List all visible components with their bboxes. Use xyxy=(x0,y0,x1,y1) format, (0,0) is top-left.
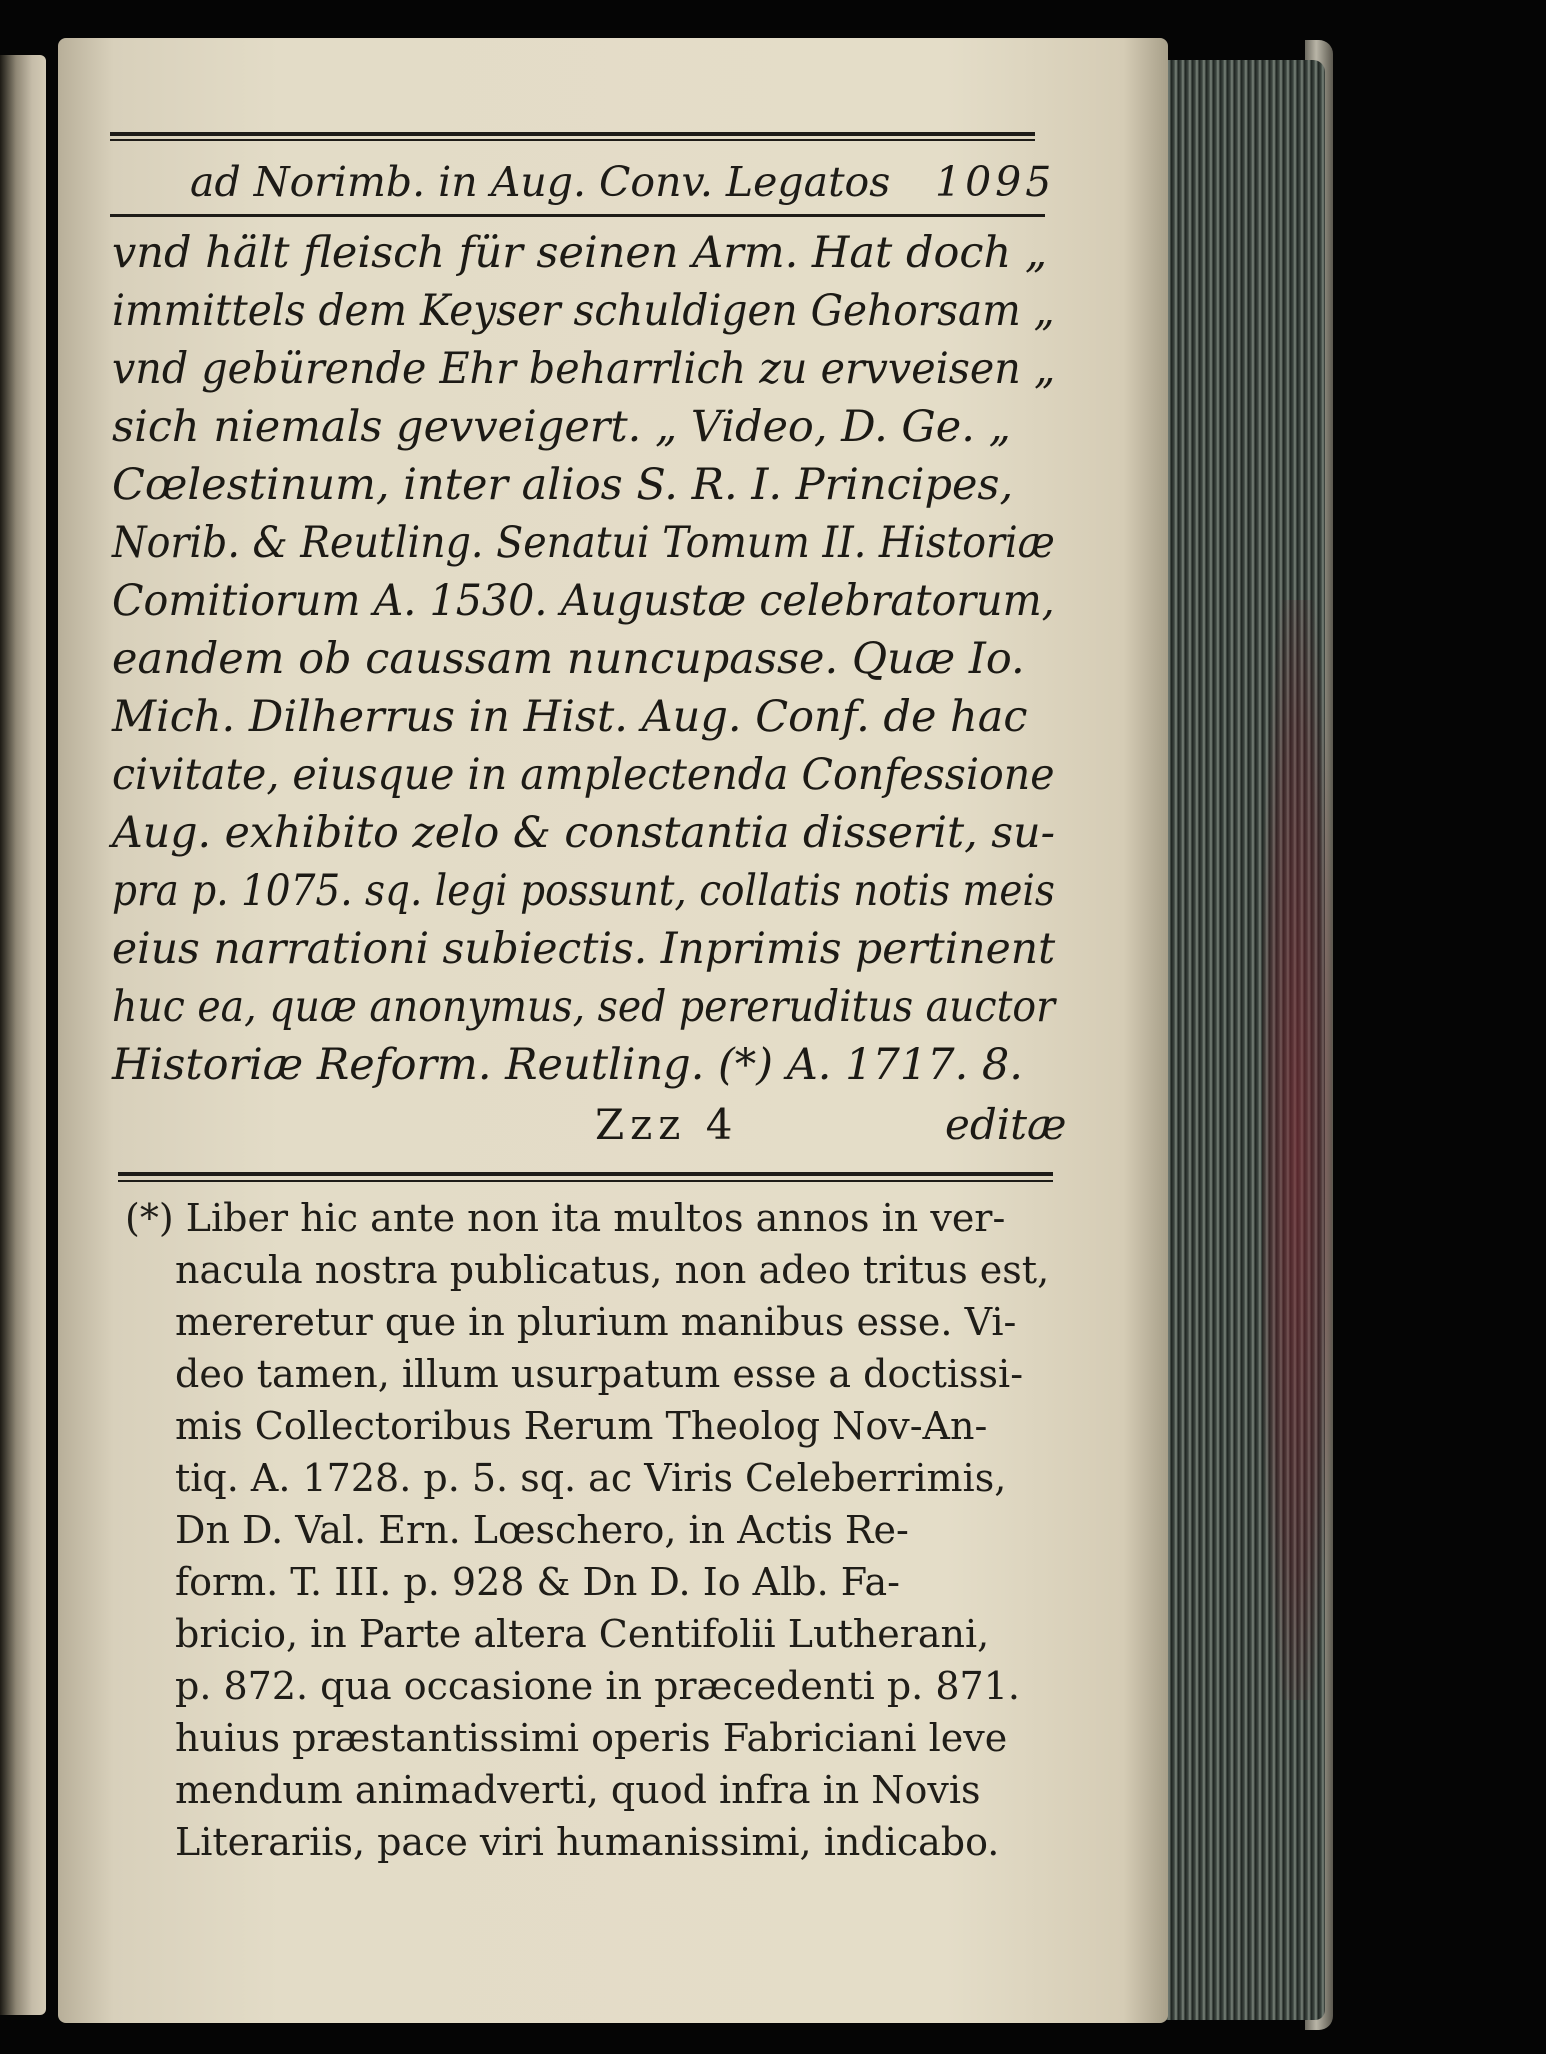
footnote-line: (*) Liber hic ante non ita multos annos in ver- xyxy=(125,1196,1006,1240)
footnote-line: mendum animadverti, quod infra in Novis xyxy=(175,1768,981,1812)
text-line: pra p. 1075. sq. legi possunt, collatis notis meis xyxy=(112,866,1055,916)
text-line: huc ea, quæ anonymus, sed pereruditus auctor xyxy=(112,982,1055,1032)
footnote-line: bricio, in Parte altera Centifolii Lutherani, xyxy=(175,1612,990,1656)
text-line: Mich. Dilherrus in Hist. Aug. Conf. de hac xyxy=(112,692,1028,742)
text-line: immittels dem Keyser schuldigen Gehorsam „ xyxy=(112,286,1055,336)
signature-mark: Zzz 4 xyxy=(595,1100,739,1149)
footnote-line: Literariis, pace viri humanissimi, indicabo. xyxy=(175,1820,1000,1864)
running-title: ad Norimb. in Aug. Conv. Legatos xyxy=(190,158,891,206)
page-stain xyxy=(1262,600,1332,1700)
footnote-line: tiq. A. 1728. p. 5. sq. ac Viris Celeberrimis, xyxy=(175,1456,1007,1500)
text-line: eius narrationi subiectis. Inprimis pertinent xyxy=(112,924,1056,974)
text-line: vnd gebürende Ehr beharrlich zu ervveisen „ xyxy=(112,344,1056,394)
text-line: Aug. exhibito zelo & constantia disserit, su- xyxy=(112,808,1055,858)
catchword: editæ xyxy=(945,1100,1067,1149)
text-line: Historiæ Reform. Reutling. (*) A. 1717. 8. xyxy=(112,1040,1023,1090)
text-line: sich niemals gevveigert. „ Video, D. Ge. „ xyxy=(112,402,1011,452)
text-line: vnd hält fleisch für seinen Arm. Hat doch „ xyxy=(112,228,1048,278)
footnote-line: huius præstantissimi operis Fabriciani leve xyxy=(175,1716,1008,1760)
page-number: 1095 xyxy=(935,158,1056,206)
text-line: eandem ob caussam nuncupasse. Quæ Io. xyxy=(112,634,1025,684)
text-line: Norib. & Reutling. Senatui Tomum II. Historiæ xyxy=(112,518,1055,568)
text-line: Cœlestinum, inter alios S. R. I. Principes, xyxy=(112,460,1014,510)
footnote-line: form. T. III. p. 928 & Dn D. Io Alb. Fa- xyxy=(175,1560,901,1604)
text-line: Comitiorum A. 1530. Augustæ celebratorum, xyxy=(112,576,1055,626)
footnote-line: mis Collectoribus Rerum Theolog Nov-An- xyxy=(175,1404,988,1448)
footnote-line: deo tamen, illum usurpatum esse a doctissi- xyxy=(175,1352,1024,1396)
text-line: civitate, eiusque in amplectenda Confessione xyxy=(112,750,1055,800)
footnote-line: p. 872. qua occasione in præcedenti p. 871. xyxy=(175,1664,1020,1708)
footnote-line: nacula nostra publicatus, non adeo tritus est, xyxy=(175,1248,1050,1292)
footnote-line: mereretur que in plurium manibus esse. Vi- xyxy=(175,1300,1017,1344)
footnote-line: Dn D. Val. Ern. Lœschero, in Actis Re- xyxy=(175,1508,909,1552)
